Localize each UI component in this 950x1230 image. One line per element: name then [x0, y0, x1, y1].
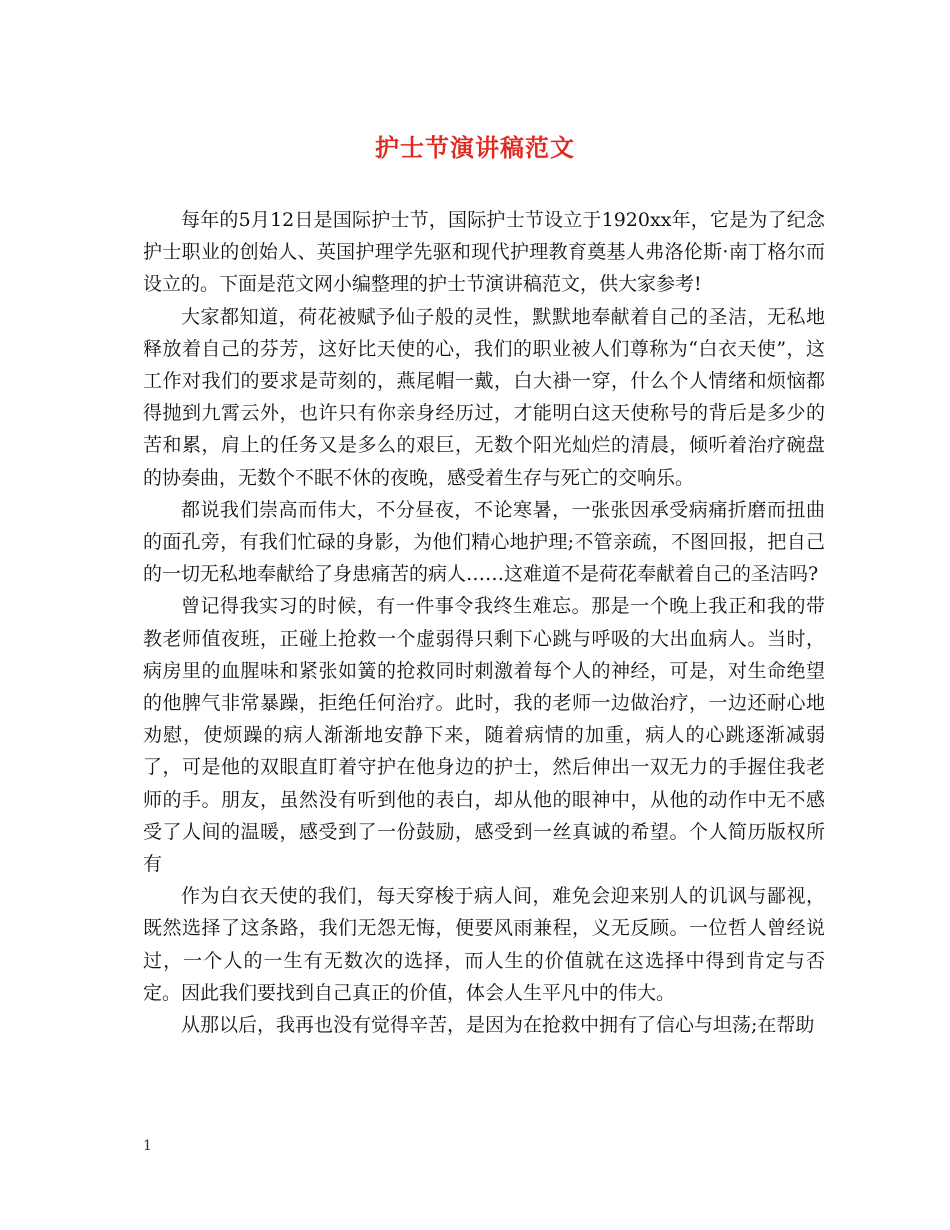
paragraph: 作为白衣天使的我们，每天穿梭于病人间，难免会迎来别人的讥讽与鄙视，既然选择了这条路，我们无怨无悔，便要风雨兼程，义无反顾。一位哲人曾经说过，一个人的一生有无数次的选择，而人生的价值就在这选择中得到肯定与否定。因此我们要找到自己真正的价值，体会人生平凡中的伟大。 — [143, 885, 825, 1004]
paragraph: 从那以后，我再也没有觉得辛苦，是因为在抢救中拥有了信心与坦荡;在帮助 — [181, 1014, 815, 1037]
paragraph: 都说我们崇高而伟大，不分昼夜，不论寒暑，一张张因承受病痛折磨而扭曲的面孔旁，有我们忙碌的身影，为他们精心地护理;不管亲疏，不图回报，把自己的一切无私地奉献给了身患痛苦的病人……这难道不是荷花奉献着自己的圣洁吗? — [143, 498, 825, 586]
page-number: 1 — [143, 1138, 152, 1154]
paragraph: 大家都知道，荷花被赋予仙子般的灵性，默默地奉献着自己的圣洁，无私地释放着自己的芬芳，这好比天使的心，我们的职业被人们尊称为“白衣天使”，这工作对我们的要求是苛刻的，燕尾帽一戴，白大褂一穿，什么个人情绪和烦恼都得抛到九霄云外，也许只有你亲身经历过，才能明白这天使称号的背后是多少的苦和累，肩上的任务又是多么的艰巨，无数个阳光灿烂的清晨，倾听着治疗碗盘的协奏曲，无数个不眠不休的夜晚，感受着生存与死亡的交响乐。 — [143, 305, 825, 489]
document-title: 护士节演讲稿范文 — [375, 133, 575, 162]
paragraph: 每年的5月12日是国际护士节，国际护士节设立于1920xx年，它是为了纪念护士职业的创始人、英国护理学先驱和现代护理教育奠基人弗洛伦斯·南丁格尔而设立的。下面是范文网小编整理的护士节演讲稿范文，供大家参考! — [143, 209, 825, 296]
document-body — [143, 204, 825, 1041]
paragraph: 曾记得我实习的时候，有一件事令我终生难忘。那是一个晚上我正和我的带教老师值夜班，正碰上抢救一个虚弱得只剩下心跳与呼吸的大出血病人。当时，病房里的血腥味和紧张如簧的抢救同时刺激着每个人的神经，可是，对生命绝望的他脾气非常暴躁，拒绝任何治疗。此时，我的老师一边做治疗，一边还耐心地劝慰，使烦躁的病人渐渐地安静下来，随着病情的加重，病人的心跳逐渐减弱了，可是他的双眼直盯着守护在他身边的护士，然后伸出一双无力的手握住我老师的手。朋友，虽然没有听到他的表白，却从他的眼神中，从他的动作中无不感受了人间的温暖，感受到了一份鼓励，感受到一丝真诚的希望。个人简历版权所有 — [143, 595, 825, 876]
